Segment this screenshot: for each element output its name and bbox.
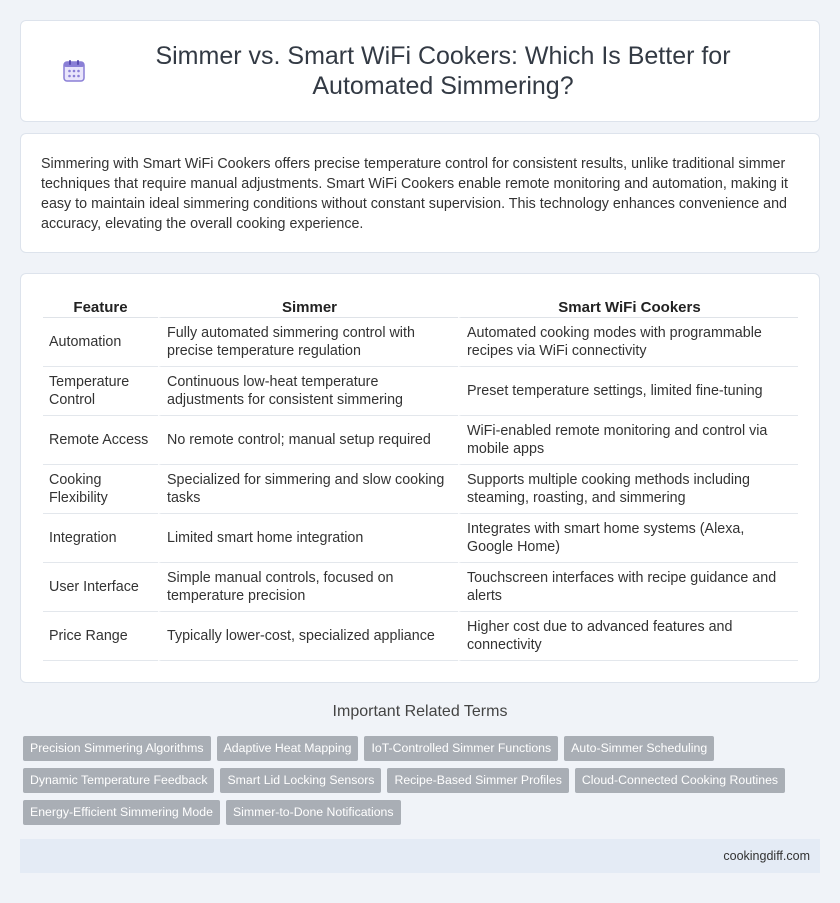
row-feature-cell: Remote Access xyxy=(43,416,158,465)
table-row xyxy=(43,514,798,563)
related-terms-list xyxy=(23,736,813,832)
row-smart-cell: Preset temperature settings, limited fine-tuning xyxy=(458,367,798,416)
column-header-feature: Feature xyxy=(43,294,158,318)
row-simmer-cell: Fully automated simmering control with precise temperature regulation xyxy=(158,318,458,367)
related-term-tag[interactable]: Auto-Simmer Scheduling xyxy=(564,736,714,761)
related-term-tag[interactable]: Smart Lid Locking Sensors xyxy=(220,768,381,793)
row-simmer-cell: Continuous low-heat temperature adjustments for consistent simmering xyxy=(158,367,458,416)
related-term-tag[interactable]: Dynamic Temperature Feedback xyxy=(23,768,214,793)
row-smart-cell: Supports multiple cooking methods including steaming, roasting, and simmering xyxy=(458,465,798,514)
related-term-tag[interactable]: IoT-Controlled Simmer Functions xyxy=(364,736,558,761)
column-header-simmer: Simmer xyxy=(158,294,458,318)
intro-card xyxy=(20,133,820,253)
related-term-tag[interactable]: Simmer-to-Done Notifications xyxy=(226,800,401,825)
table-row xyxy=(43,612,798,661)
row-simmer-cell: No remote control; manual setup required xyxy=(158,416,458,465)
related-term-tag[interactable]: Cloud-Connected Cooking Routines xyxy=(575,768,785,793)
row-smart-cell: WiFi-enabled remote monitoring and control via mobile apps xyxy=(458,416,798,465)
related-terms-title: Important Related Terms xyxy=(332,703,508,720)
row-feature-cell: Price Range xyxy=(43,612,158,661)
row-smart-cell: Higher cost due to advanced features and connectivity xyxy=(458,612,798,661)
related-term-tag[interactable]: Adaptive Heat Mapping xyxy=(217,736,359,761)
column-header-smart-wifi-cookers: Smart WiFi Cookers xyxy=(458,294,798,318)
table-row xyxy=(43,367,798,416)
row-simmer-cell: Specialized for simmering and slow cooking tasks xyxy=(158,465,458,514)
row-simmer-cell: Limited smart home integration xyxy=(158,514,458,563)
footer xyxy=(20,839,820,873)
intro-text: Simmering with Smart WiFi Cookers offers precise temperature control for consistent results, unlike traditional simmer techniques that require manual adjustments. Smart WiFi Cookers enable remote monitoring and automation, making it easy to maintain ideal simmering conditions without constant supervision. This technology enhances convenience and accuracy, elevating the overall cooking experience. xyxy=(41,156,788,232)
table-header-row xyxy=(43,294,798,318)
row-simmer-cell: Simple manual controls, focused on temperature precision xyxy=(158,563,458,612)
row-feature-cell: Cooking Flexibility xyxy=(43,465,158,514)
comparison-table-card xyxy=(20,273,820,683)
row-feature-cell: Automation xyxy=(43,318,158,367)
footer-site-link[interactable]: cookingdiff.com xyxy=(723,849,810,863)
related-term-tag[interactable]: Recipe-Based Simmer Profiles xyxy=(387,768,568,793)
row-smart-cell: Integrates with smart home systems (Alexa, Google Home) xyxy=(458,514,798,563)
related-term-tag[interactable]: Precision Simmering Algorithms xyxy=(23,736,211,761)
calendar-icon xyxy=(61,58,87,84)
header-card xyxy=(20,20,820,122)
row-feature-cell: Temperature Control xyxy=(43,367,158,416)
related-term-tag[interactable]: Energy-Efficient Simmering Mode xyxy=(23,800,220,825)
row-feature-cell: Integration xyxy=(43,514,158,563)
table-row xyxy=(43,465,798,514)
comparison-table xyxy=(43,294,798,661)
row-smart-cell: Touchscreen interfaces with recipe guidance and alerts xyxy=(458,563,798,612)
row-feature-cell: User Interface xyxy=(43,563,158,612)
table-row xyxy=(43,318,798,367)
table-row xyxy=(43,416,798,465)
row-simmer-cell: Typically lower-cost, specialized appliance xyxy=(158,612,458,661)
page-title: Simmer vs. Smart WiFi Cookers: Which Is Better for Automated Simmering? xyxy=(155,42,731,100)
row-smart-cell: Automated cooking modes with programmable recipes via WiFi connectivity xyxy=(458,318,798,367)
table-row xyxy=(43,563,798,612)
